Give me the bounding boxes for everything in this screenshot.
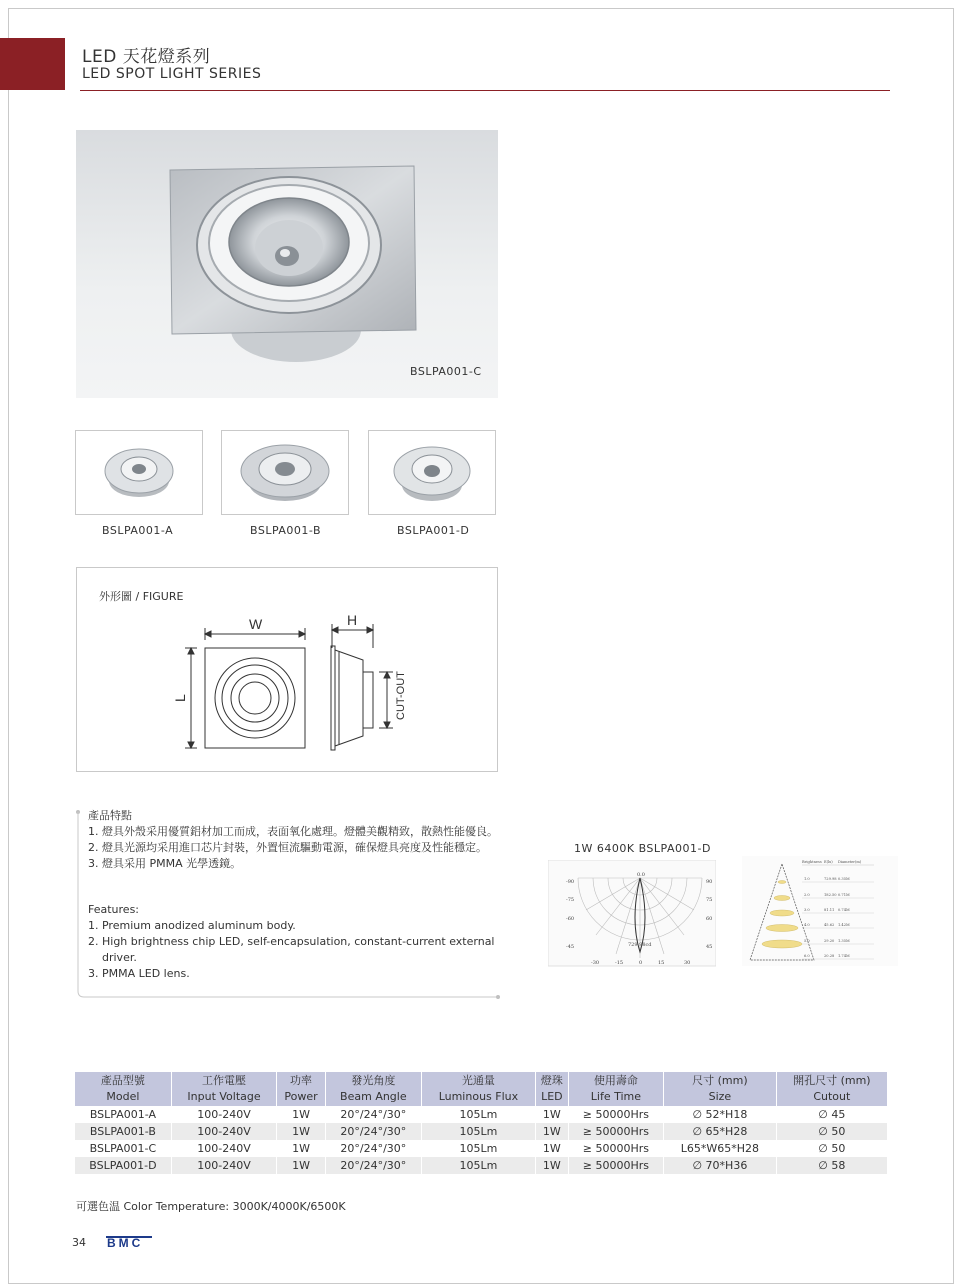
table-cell: 100-240V (171, 1106, 276, 1123)
table-cell: BSLPA001-A (89, 1108, 156, 1121)
cone-cell: 81.11 (824, 908, 835, 912)
table-cell: 105Lm (421, 1106, 535, 1123)
spec-column-header (421, 1072, 535, 1106)
features-block (88, 808, 508, 982)
spec-header-en: Luminous Flux (438, 1090, 519, 1103)
table-cell: 105Lm (421, 1157, 535, 1174)
table-cell: ≥ 50000Hrs (568, 1140, 663, 1157)
photometric-title: 1W 6400K BSLPA001-D (574, 842, 711, 855)
thumbnail-d (368, 430, 496, 515)
header-divider (80, 90, 890, 91)
spec-header-en: LED (541, 1090, 563, 1103)
cone-header: Brightness (802, 860, 822, 864)
polar-bottom-label: 30 (684, 960, 691, 966)
cone-cell: 729.98 (824, 877, 837, 881)
cone-cell: 3.0 (804, 908, 810, 912)
dimension-w-label: W (249, 616, 263, 632)
thumbnail-b-caption: BSLPA001-B (250, 524, 322, 537)
dimension-l-label: L (172, 694, 188, 702)
spec-column-header (75, 1072, 171, 1106)
table-cell: 100-240V (171, 1157, 276, 1174)
table-cell: 20°/24°/30° (325, 1157, 421, 1174)
table-cell: 1W (277, 1157, 326, 1174)
cone-cell: 29.20 (824, 939, 835, 943)
table-cell: 20°/24°/30° (325, 1140, 421, 1157)
features-zh-item: 3. 燈具采用 PMMA 光學透鏡。 (88, 857, 242, 870)
table-cell: 1W (277, 1123, 326, 1140)
table-cell: 1W (536, 1123, 569, 1140)
polar-right-label: 60 (706, 916, 713, 922)
spec-header-en: Model (106, 1090, 140, 1103)
table-cell: 105Lm (421, 1140, 535, 1157)
thumbnail-a (75, 430, 203, 515)
table-cell: ≥ 50000Hrs (568, 1106, 663, 1123)
spec-column-header (568, 1072, 663, 1106)
spec-table (75, 1072, 887, 1174)
table-row (75, 1157, 887, 1174)
cone-header: E(lx) (824, 860, 833, 864)
features-en-item: driver. (102, 951, 137, 964)
table-row (75, 1140, 887, 1157)
spec-header-en: Cutout (813, 1090, 851, 1103)
dimension-cutout-label: CUT-OUT (395, 671, 407, 720)
spec-header-zh: 發光角度 (351, 1074, 396, 1087)
table-cell: BSLPA001-D (75, 1157, 171, 1174)
features-en-item: 2. High brightness chip LED, self-encapsulation, constant-current external (88, 935, 495, 948)
main-product-image (76, 130, 498, 398)
features-en-item: 1. Premium anodized aluminum body. (88, 919, 296, 932)
dimension-h-label: H (347, 612, 358, 628)
cone-cell: 6.0 (804, 954, 810, 958)
spec-header-zh: 光通量 (461, 1074, 495, 1087)
spec-header-zh: 尺寸 (mm) (692, 1074, 748, 1087)
spec-header-zh: 工作電壓 (202, 1074, 247, 1087)
table-cell: ≥ 50000Hrs (568, 1123, 663, 1140)
features-en-heading: Features: (88, 903, 140, 916)
table-cell: BSLPA001-C (89, 1142, 157, 1155)
thumbnail-a-caption: BSLPA001-A (102, 524, 174, 537)
dimension-figure (76, 567, 498, 772)
bmc-logo-text: BMC (107, 1236, 144, 1248)
table-cell: 100-240V (171, 1140, 276, 1157)
page-title-en: LED SPOT LIGHT SERIES (82, 66, 262, 82)
spec-column-header (536, 1072, 569, 1106)
table-cell: ∅ 50 (776, 1140, 887, 1157)
spec-header-en: Size (708, 1090, 732, 1103)
cone-cell: 45.62 (824, 923, 835, 927)
features-en-item: 3. PMMA LED lens. (88, 967, 190, 980)
table-row (75, 1123, 887, 1140)
spec-column-header (277, 1072, 326, 1106)
cone-cell: 1.0 (804, 877, 810, 881)
polar-bottom-label: -30 (591, 960, 600, 966)
spec-header-zh: 功率 (290, 1074, 313, 1087)
features-zh-item: 1. 燈具外殼采用優質鋁材加工而成，表面氧化處理。燈體美觀精致，散熱性能優良。 (88, 825, 498, 838)
spec-column-header (325, 1072, 421, 1106)
cone-cell: 0.71M (838, 893, 850, 897)
table-cell: 20°/24°/30° (325, 1106, 421, 1123)
table-cell: 1W (277, 1106, 326, 1123)
color-temperature-note: 可選色温 Color Temperature: 3000K/4000K/6500K (76, 1200, 346, 1213)
table-cell: ∅ 52*H18 (664, 1106, 777, 1123)
cone-cell: 1.35M (838, 939, 850, 943)
spec-column-header (664, 1072, 777, 1106)
cone-cell: 182.50 (824, 893, 837, 897)
cone-cell: 5.0 (804, 939, 810, 943)
table-cell: 1W (536, 1140, 569, 1157)
polar-left-label: -75 (566, 897, 575, 903)
cone-cell: 2.0 (804, 893, 810, 897)
table-cell: 1W (536, 1106, 569, 1123)
table-cell: ∅ 50 (776, 1123, 887, 1140)
spec-column-header (171, 1072, 276, 1106)
spec-column-header (776, 1072, 887, 1106)
table-cell: 20°/24°/30° (325, 1123, 421, 1140)
thumbnail-d-caption: BSLPA001-D (397, 524, 470, 537)
spec-header-en: Beam Angle (340, 1090, 407, 1103)
polar-distribution-chart (548, 860, 716, 968)
table-cell: ∅ 58 (776, 1157, 887, 1174)
polar-peak-label: 729.98cd (628, 942, 652, 948)
polar-right-label: 75 (706, 897, 713, 903)
illuminance-cone-chart (742, 856, 898, 968)
spec-header-en: Power (284, 1090, 318, 1103)
table-cell: BSLPA001-B (75, 1123, 171, 1140)
table-cell: L65*W65*H28 (664, 1140, 777, 1157)
table-cell: 1W (536, 1157, 569, 1174)
polar-bottom-label: -15 (615, 960, 624, 966)
page-title-zh: LED 天花燈系列 (82, 47, 211, 67)
features-zh-heading: 產品特點 (88, 809, 132, 822)
cone-cell: 0.35M (838, 877, 850, 881)
spec-table-header (75, 1072, 887, 1106)
spec-header-en: Life Time (590, 1090, 642, 1103)
table-cell: ∅ 70*H36 (664, 1157, 777, 1174)
spec-header-zh: 產品型號 (100, 1074, 145, 1087)
cone-cell: 0.74M (838, 908, 850, 912)
figure-title: 外形圖 / FIGURE (99, 590, 184, 603)
polar-right-label: 45 (706, 944, 713, 950)
spec-header-zh: 開孔尺寸 (mm) (793, 1074, 871, 1087)
cone-cell: 1.74M (838, 954, 850, 958)
table-cell: 1W (277, 1140, 326, 1157)
polar-bottom-label: 15 (658, 960, 665, 966)
spec-header-zh: 使用壽命 (593, 1074, 638, 1087)
polar-bottom-label: 0 (639, 960, 643, 966)
table-cell: 100-240V (171, 1123, 276, 1140)
table-row (75, 1106, 887, 1123)
bmc-logo (106, 1234, 154, 1248)
header-accent-block (0, 38, 65, 90)
spec-header-zh: 燈珠 (540, 1074, 563, 1087)
polar-left-label: -60 (566, 916, 575, 922)
polar-left-label: -45 (566, 944, 575, 950)
table-cell: ∅ 65*H28 (664, 1123, 777, 1140)
polar-right-label: 90 (706, 879, 713, 885)
spec-header-en: Input Voltage (187, 1090, 261, 1103)
cone-cell: 20.28 (824, 954, 835, 958)
polar-top-label: 0.0 (637, 872, 645, 878)
page-number: 34 (72, 1236, 86, 1249)
thumbnail-b (221, 430, 349, 515)
polar-left-label: -90 (566, 879, 575, 885)
cone-cell: 4.0 (804, 923, 810, 927)
table-cell: 105Lm (421, 1123, 535, 1140)
table-cell: ≥ 50000Hrs (568, 1157, 663, 1174)
main-product-caption: BSLPA001-C (410, 365, 482, 378)
cone-cell: 1.42M (838, 923, 850, 927)
cone-header: Diameter(m) (838, 860, 862, 864)
features-zh-item: 2. 燈具光源均采用進口芯片封裝，外置恒流驅動電源，確保燈具亮度及性能穩定。 (88, 841, 487, 854)
table-cell: ∅ 45 (776, 1106, 887, 1123)
dimension-drawing (77, 568, 497, 771)
